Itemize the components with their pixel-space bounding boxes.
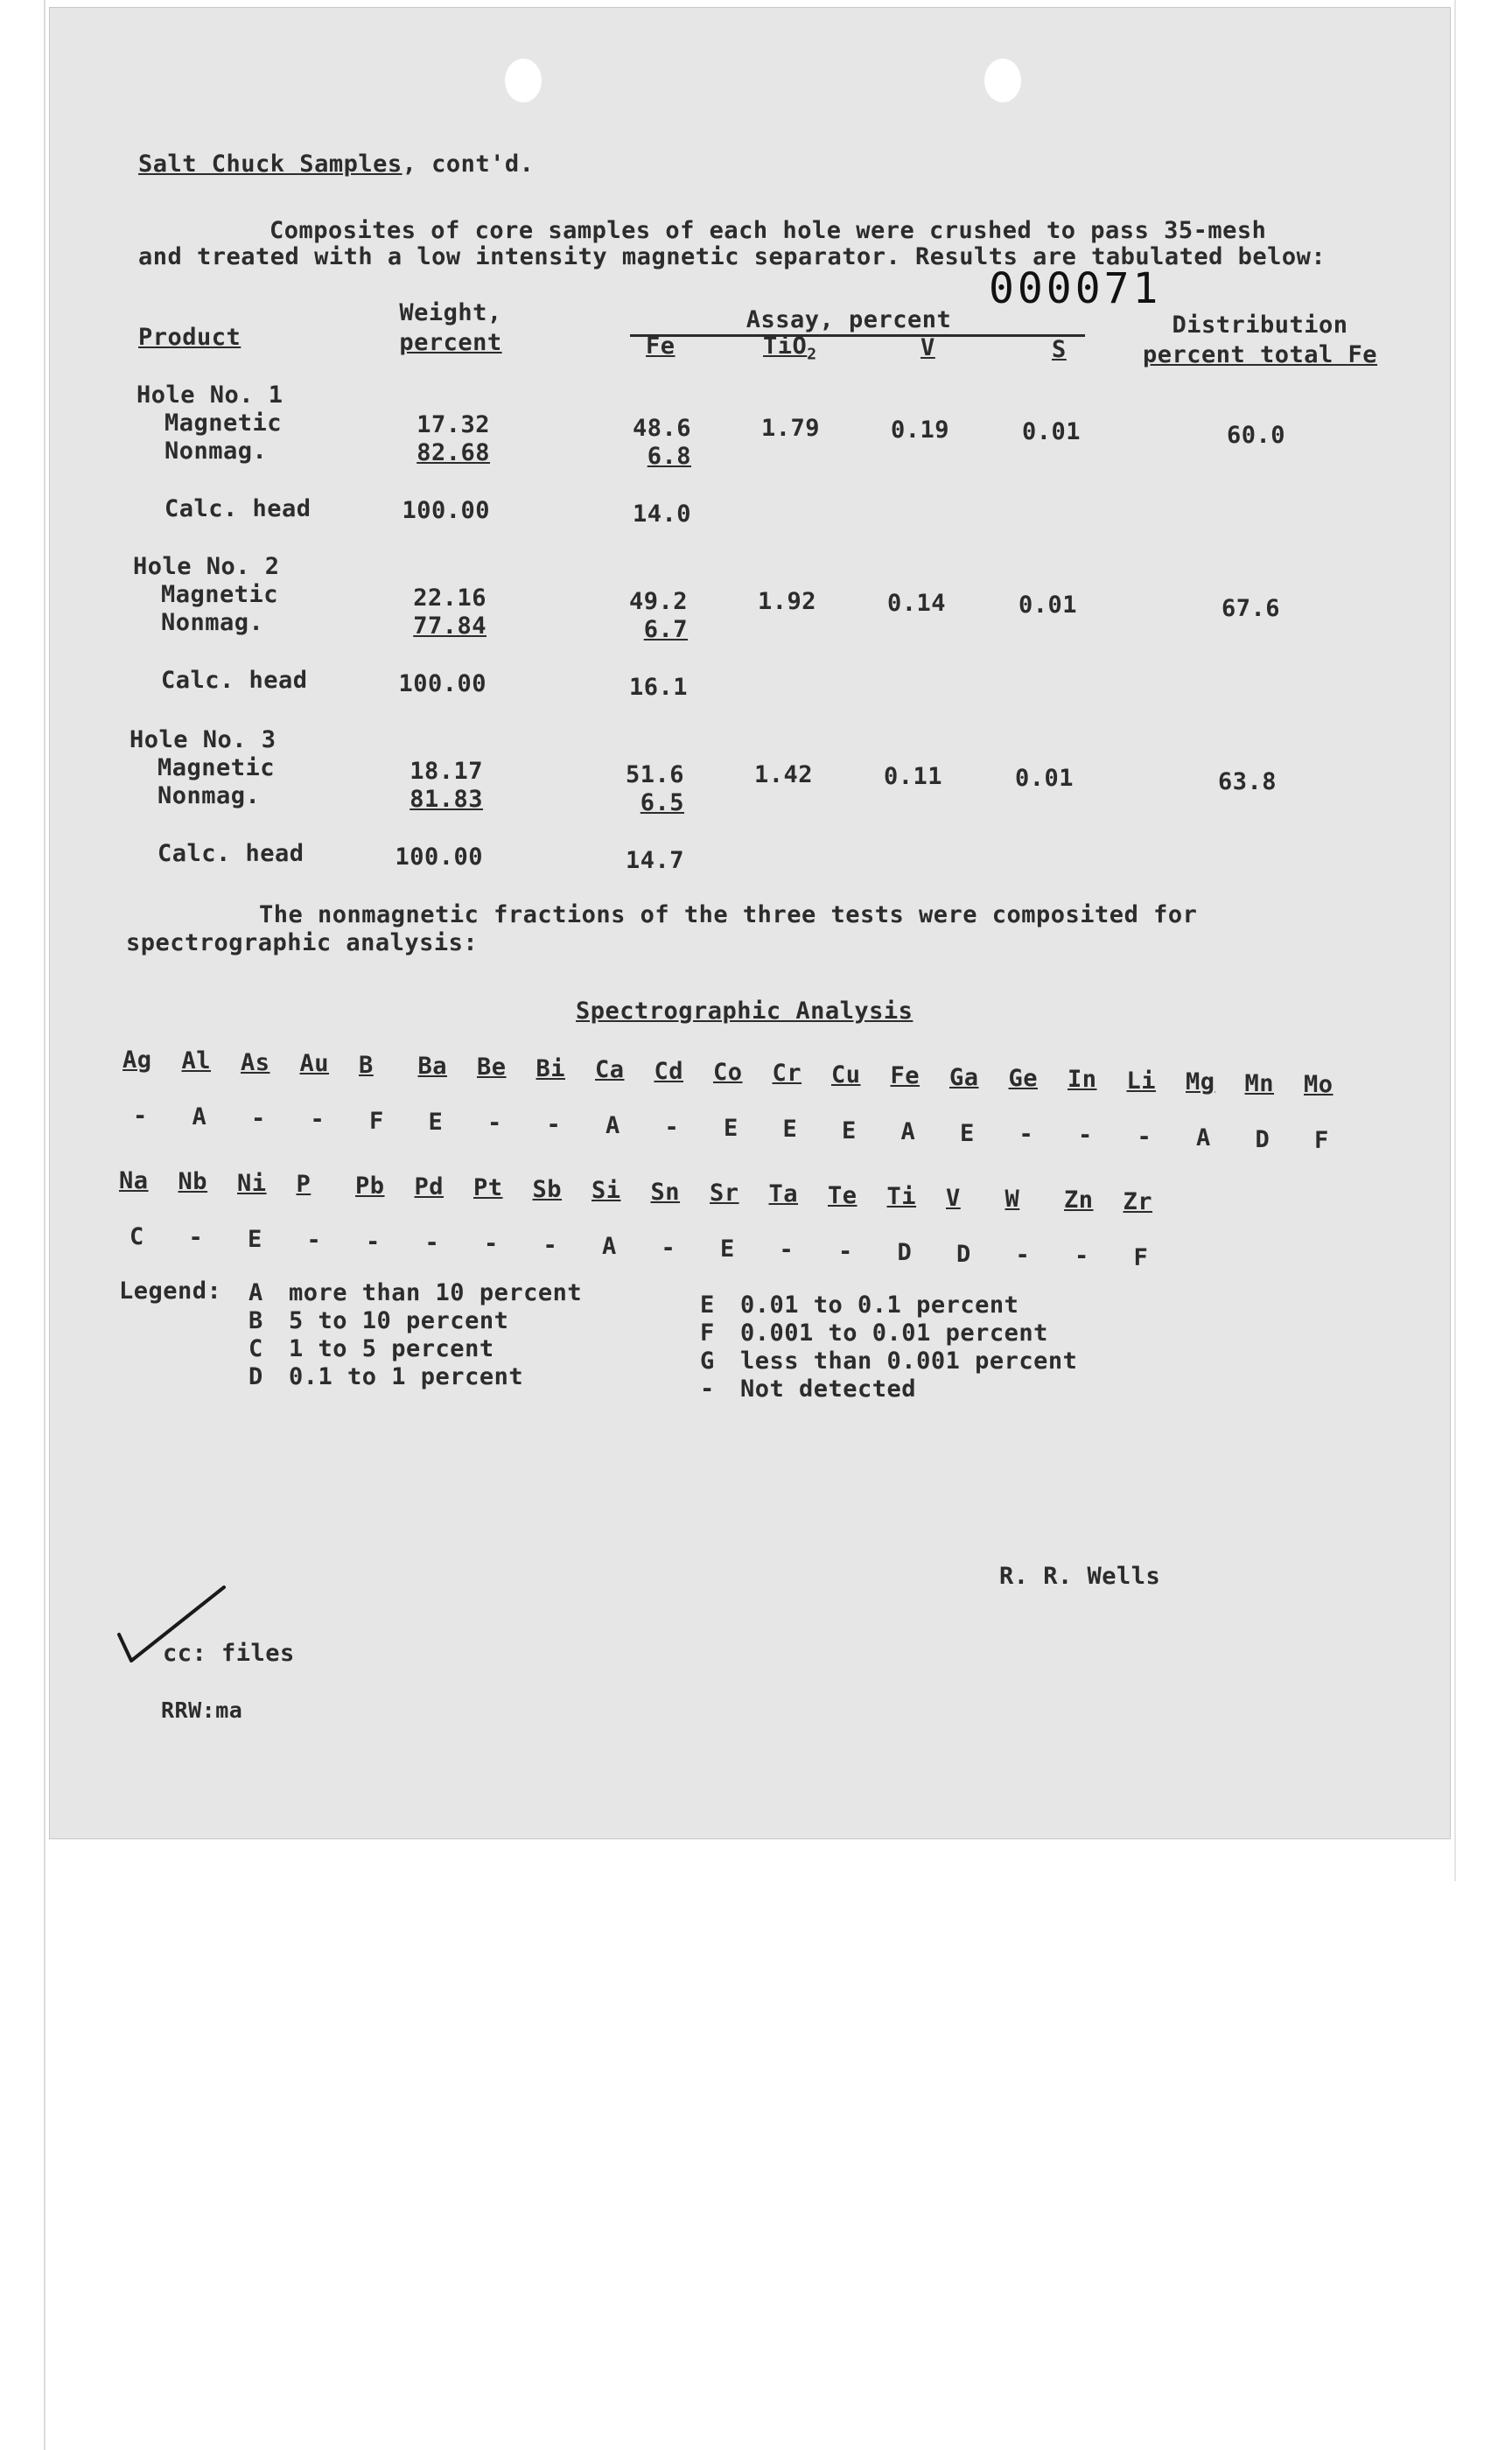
spectro-element-value: E (720, 1236, 735, 1263)
spectro-element-value: E (960, 1119, 975, 1147)
spectro-element-label: Zn (1064, 1186, 1094, 1214)
calc-head-fe: 16.1 (628, 674, 688, 701)
hole-label: Hole No. 3 (130, 726, 276, 753)
nonmag-fe: 6.5 (640, 789, 684, 816)
legend-code: G (700, 1348, 715, 1375)
magnetic-fe: 51.6 (625, 761, 684, 788)
spectro-element-label: Ag (122, 1046, 152, 1074)
legend-text: 0.01 to 0.1 percent (740, 1292, 1019, 1319)
calc-head-label: Calc. head (161, 667, 308, 694)
spectro-element-label: Te (828, 1181, 858, 1209)
col-dist-header-2: percent total Fe (1142, 341, 1378, 368)
spectro-element-value: A (1196, 1124, 1211, 1152)
spectro-element-value: - (661, 1234, 676, 1262)
col-weight-header-2: percent (399, 329, 502, 356)
spectro-intro-line-2: spectrographic analysis: (126, 929, 479, 956)
spectro-element-value: - (546, 1110, 562, 1138)
magnetic-weight: 18.17 (410, 758, 483, 785)
col-weight-header-1: Weight, (399, 299, 502, 326)
nonmag-fe: 6.8 (647, 443, 691, 470)
col-fe-header: Fe (646, 332, 676, 360)
spectro-element-value: - (251, 1104, 266, 1132)
hole-label: Hole No. 2 (133, 553, 280, 580)
spectro-element-label: Si (592, 1177, 621, 1205)
col-tio2-header: TiO$_2$ (763, 332, 817, 364)
spectro-element-value: - (487, 1110, 502, 1138)
spectro-element-value: E (842, 1116, 857, 1144)
spectro-element-label: Li (1126, 1067, 1157, 1095)
col-assay-header: Assay, percent (746, 306, 952, 333)
tio2-value: 1.79 (761, 415, 821, 442)
spectro-element-value: E (428, 1109, 444, 1136)
spectro-element-value: E (782, 1116, 798, 1144)
nonmag-label: Nonmag. (158, 782, 261, 809)
spectro-element-label: Zr (1123, 1187, 1153, 1215)
nonmag-weight: 81.83 (410, 786, 483, 813)
punch-hole (505, 59, 542, 102)
calc-head-fe: 14.0 (632, 500, 691, 528)
spectro-element-label: Ba (417, 1053, 448, 1080)
legend-text: 0.001 to 0.01 percent (740, 1320, 1048, 1347)
spectro-element-value: - (1078, 1122, 1093, 1150)
col-dist-header-1: Distribution (1172, 312, 1348, 339)
legend-code: B (248, 1307, 263, 1334)
legend-text: Not detected (740, 1376, 917, 1403)
spectro-element-label: Co (713, 1059, 743, 1086)
magnetic-label: Magnetic (164, 410, 283, 437)
spectro-element-value: - (1018, 1121, 1034, 1148)
nonmag-label: Nonmag. (161, 609, 264, 636)
spectro-element-label: Ga (949, 1063, 979, 1091)
spectro-element-label: Ni (237, 1169, 267, 1197)
spectro-element-value: - (542, 1231, 558, 1259)
nonmag-weight: 82.68 (416, 439, 490, 466)
spectro-element-value: - (133, 1102, 148, 1130)
spectro-element-value: - (366, 1228, 381, 1256)
spectro-element-label: Mo (1304, 1071, 1334, 1098)
legend-text: more than 10 percent (289, 1279, 583, 1306)
v-value: 0.14 (887, 590, 947, 617)
spectro-element-label: Mg (1186, 1068, 1215, 1096)
v-value: 0.19 (891, 416, 950, 444)
col-s-header: S (1052, 336, 1067, 363)
assay-underline (630, 334, 1085, 337)
spectro-element-label: Sb (532, 1175, 563, 1203)
spectro-element-label: Fe (890, 1062, 920, 1090)
spectro-element-label: Na (119, 1167, 149, 1194)
legend-text: 0.1 to 1 percent (289, 1363, 524, 1390)
spectro-element-value: - (1015, 1242, 1031, 1269)
distribution-value: 60.0 (1227, 422, 1286, 449)
spectro-element-label: Al (181, 1047, 212, 1075)
calc-head-weight: 100.00 (402, 497, 490, 524)
spectro-element-label: Nb (178, 1168, 208, 1196)
spectro-element-label: As (241, 1048, 270, 1076)
spectro-element-value: D (1255, 1125, 1270, 1153)
magnetic-weight: 22.16 (413, 584, 486, 612)
spectro-element-value: - (484, 1230, 499, 1258)
spectro-element-value: - (664, 1113, 680, 1141)
legend-code: D (248, 1363, 263, 1390)
cc-line: cc: files (163, 1640, 295, 1667)
magnetic-fe: 48.6 (632, 415, 691, 442)
spectro-element-value: C (130, 1223, 144, 1250)
spectro-element-value: A (606, 1112, 620, 1140)
spectro-element-label: In (1068, 1066, 1097, 1094)
spectro-element-label: Ge (1008, 1065, 1039, 1092)
intro-line-1: Composites of core samples of each hole were crushed to pass 35-mesh (270, 217, 1267, 244)
spectro-element-value: E (724, 1115, 738, 1142)
s-value: 0.01 (1018, 592, 1078, 619)
page-title: Salt Chuck Samples, cont'd. (138, 150, 535, 178)
legend-code: F (700, 1320, 715, 1347)
spectro-element-value: - (306, 1227, 322, 1255)
calc-head-weight: 100.00 (398, 670, 486, 697)
spectro-element-label: V (946, 1184, 961, 1212)
magnetic-label: Magnetic (161, 581, 279, 608)
spectro-element-label: Au (299, 1050, 330, 1078)
legend-text: 1 to 5 percent (289, 1335, 494, 1362)
spectro-element-label: Ta (768, 1180, 799, 1208)
signature-name: R. R. Wells (999, 1563, 1161, 1590)
spectro-element-value: A (900, 1118, 916, 1146)
spectro-element-label: Cd (654, 1057, 684, 1085)
spectro-element-label: B (359, 1051, 374, 1079)
spectro-element-value: D (956, 1240, 971, 1268)
spectro-element-value: D (897, 1239, 913, 1267)
hole-label: Hole No. 1 (136, 382, 284, 409)
stamp-number: 000071 (989, 264, 1162, 313)
legend-code: E (700, 1292, 715, 1319)
spectro-element-value: - (1137, 1123, 1152, 1151)
magnetic-weight: 17.32 (416, 411, 490, 438)
spectro-element-value: F (1314, 1127, 1329, 1154)
spectro-element-label: Bi (536, 1054, 566, 1082)
spectro-element-label: Be (477, 1054, 507, 1082)
legend-code: - (700, 1376, 715, 1403)
punch-hole (984, 59, 1021, 102)
s-value: 0.01 (1015, 765, 1074, 792)
spectro-element-value: - (779, 1236, 794, 1264)
magnetic-label: Magnetic (158, 754, 276, 781)
spectro-element-value: F (1133, 1243, 1149, 1271)
spectro-element-label: Pt (473, 1174, 503, 1202)
spectro-element-label: P (296, 1171, 312, 1199)
v-value: 0.11 (884, 763, 943, 790)
typist-initials: RRW:ma (161, 1698, 243, 1723)
spectro-element-value: - (310, 1106, 326, 1134)
spectro-element-value: - (424, 1229, 440, 1256)
page-edge-right (1454, 0, 1456, 1881)
calc-head-fe: 14.7 (625, 847, 684, 874)
spectro-element-value: A (602, 1233, 617, 1261)
magnetic-fe: 49.2 (628, 588, 688, 615)
page-edge-left (44, 0, 46, 2450)
spectro-element-label: Cu (831, 1060, 861, 1088)
spectro-element-value: F (369, 1107, 384, 1135)
calc-head-label: Calc. head (158, 840, 304, 867)
spectro-element-label: Mn (1244, 1069, 1275, 1097)
spectro-element-label: Pd (414, 1173, 444, 1200)
s-value: 0.01 (1022, 418, 1082, 445)
tio2-value: 1.92 (758, 588, 817, 615)
distribution-value: 67.6 (1222, 595, 1281, 622)
nonmag-fe: 6.7 (643, 616, 688, 643)
spectro-intro-line-1: The nonmagnetic fractions of the three tests were composited for (259, 901, 1198, 928)
spectro-element-label: Pb (355, 1172, 385, 1200)
nonmag-label: Nonmag. (164, 438, 268, 465)
tio2-value: 1.42 (754, 761, 814, 788)
legend-code: A (248, 1279, 263, 1306)
spectro-element-value: A (192, 1103, 207, 1131)
col-product-header: Product (138, 324, 242, 351)
intro-line-2: and treated with a low intensity magnetic separator. Results are tabulated below: (138, 243, 1326, 270)
spectro-heading: Spectrographic Analysis (576, 998, 914, 1025)
legend-text: less than 0.001 percent (740, 1348, 1078, 1375)
calc-head-label: Calc. head (164, 495, 312, 522)
col-v-header: V (920, 334, 935, 361)
spectro-element-label: Sr (710, 1180, 739, 1207)
legend-title: Legend: (119, 1278, 222, 1305)
nonmag-weight: 77.84 (413, 612, 486, 640)
legend-code: C (248, 1335, 263, 1362)
spectro-element-label: Cr (772, 1060, 802, 1088)
calc-head-weight: 100.00 (395, 844, 483, 871)
spectro-element-label: Ca (595, 1056, 625, 1084)
legend-text: 5 to 10 percent (289, 1307, 509, 1334)
spectro-element-label: W (1004, 1186, 1020, 1213)
spectro-element-label: Sn (650, 1178, 681, 1206)
spectro-element-value: - (838, 1237, 853, 1265)
spectro-element-value: - (1074, 1242, 1089, 1270)
spectro-element-label: Ti (886, 1183, 917, 1211)
distribution-value: 63.8 (1218, 768, 1278, 795)
spectro-element-value: E (248, 1225, 262, 1253)
spectro-element-value: - (188, 1224, 204, 1252)
